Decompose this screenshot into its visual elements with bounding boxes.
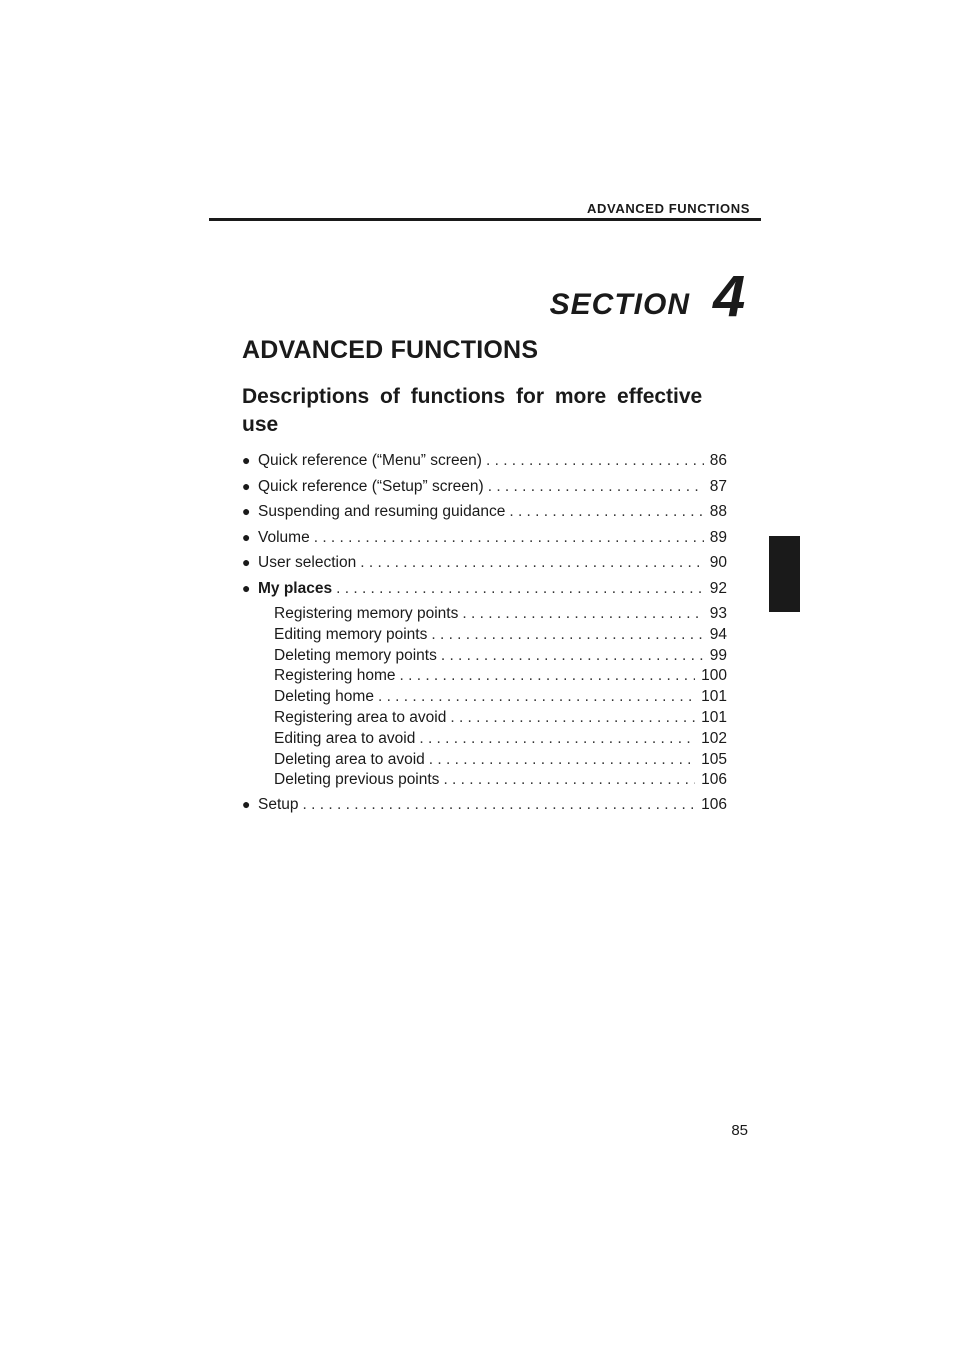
dot-leader — [378, 688, 695, 706]
page-number: 85 — [731, 1122, 748, 1139]
toc-subentry-label: Registering memory points — [274, 605, 459, 622]
toc-subentry-deleting-memory-points[interactable] — [242, 647, 727, 668]
section-label: SECTION — [549, 288, 690, 321]
toc-subentry-label: Registering area to avoid — [274, 708, 447, 726]
toc-subentry-registering-home[interactable] — [242, 667, 727, 688]
section-thumb-tab — [769, 536, 800, 612]
toc-subentry-label: Deleting area to avoid — [274, 750, 425, 768]
toc-subentry-registering-area-to-avoid[interactable] — [242, 709, 727, 730]
dot-leader — [419, 730, 695, 748]
toc-entry-page: 86 — [709, 452, 727, 469]
running-head: ADVANCED FUNCTIONS — [587, 201, 750, 216]
dot-leader — [399, 667, 695, 685]
toc-entry-user-selection[interactable] — [242, 554, 727, 580]
toc-entry-label: User selection — [258, 554, 357, 571]
toc-entry-page: 90 — [709, 554, 727, 571]
dot-leader — [486, 452, 704, 470]
toc-entry-quick-reference-setup[interactable] — [242, 478, 727, 504]
dot-leader — [509, 503, 703, 521]
dot-leader — [441, 647, 704, 665]
toc-subentry-page: 101 — [701, 708, 727, 726]
dot-leader — [303, 796, 696, 814]
toc-subentry-label: Deleting memory points — [274, 646, 437, 664]
bullet-icon: ● — [242, 452, 251, 468]
toc-subentry-label: Registering home — [274, 667, 396, 685]
toc-subentry-page: 105 — [701, 750, 727, 768]
toc-subentry-label: Editing area to avoid — [274, 729, 416, 747]
toc-entry-page: 88 — [709, 503, 727, 520]
toc-entry-label: My places — [258, 579, 333, 597]
toc-subentry-page: 99 — [709, 646, 727, 664]
dot-leader — [488, 478, 704, 496]
toc-subentry-page: 100 — [701, 667, 727, 685]
toc-subentry-editing-memory-points[interactable] — [242, 626, 727, 647]
toc-subentry-label: Deleting home — [274, 688, 374, 706]
toc-entry-label: Volume — [258, 528, 310, 546]
toc-subentry-page: 93 — [709, 605, 727, 622]
toc-subentry-deleting-home[interactable] — [242, 688, 727, 709]
bullet-icon: ● — [242, 554, 251, 570]
toc-subentry-deleting-previous-points[interactable] — [242, 771, 727, 792]
toc-entry-label: Quick reference (“Setup” screen) — [258, 477, 484, 495]
bullet-icon: ● — [242, 528, 251, 545]
toc-entry-volume[interactable] — [242, 529, 727, 555]
bullet-icon: ● — [242, 477, 251, 494]
dot-leader — [431, 626, 703, 644]
toc-entry-page: 89 — [709, 528, 727, 546]
toc-subentry-deleting-area-to-avoid[interactable] — [242, 751, 727, 772]
section-title: ADVANCED FUNCTIONS — [242, 336, 539, 364]
dot-leader — [443, 771, 695, 789]
toc-subentry-label: Editing memory points — [274, 625, 428, 643]
toc-entry-label: Setup — [258, 796, 299, 814]
toc-entry-page: 92 — [709, 579, 727, 597]
table-of-contents — [242, 452, 727, 822]
toc-entry-quick-reference-menu[interactable] — [242, 452, 727, 478]
bullet-icon: ● — [242, 503, 251, 519]
toc-subentry-page: 106 — [701, 771, 727, 789]
section-subtitle: Descriptions of functions for more effective use — [242, 385, 703, 436]
toc-subentry-page: 101 — [701, 688, 727, 706]
dot-leader — [462, 605, 703, 623]
toc-entry-label: Quick reference (“Menu” screen) — [258, 452, 482, 469]
toc-entry-setup[interactable] — [242, 796, 727, 822]
toc-entry-my-places[interactable] — [242, 580, 727, 606]
toc-subentry-label: Deleting previous points — [274, 771, 440, 789]
dot-leader — [360, 554, 704, 572]
dot-leader — [336, 580, 704, 598]
toc-entry-suspending-guidance[interactable] — [242, 503, 727, 529]
section-number: 4 — [713, 264, 746, 329]
toc-subentry-page: 102 — [701, 729, 727, 747]
header-rule — [209, 218, 761, 221]
toc-subentry-page: 94 — [709, 625, 727, 643]
toc-entry-page: 106 — [701, 796, 727, 814]
toc-entry-label: Suspending and resuming guidance — [258, 503, 506, 520]
bullet-icon: ● — [242, 796, 251, 813]
toc-entry-page: 87 — [709, 477, 727, 495]
dot-leader — [314, 529, 704, 547]
dot-leader — [450, 709, 695, 727]
dot-leader — [429, 751, 695, 769]
toc-subentry-editing-area-to-avoid[interactable] — [242, 730, 727, 751]
bullet-icon: ● — [242, 579, 251, 596]
toc-subentry-registering-memory-points[interactable] — [242, 605, 727, 626]
